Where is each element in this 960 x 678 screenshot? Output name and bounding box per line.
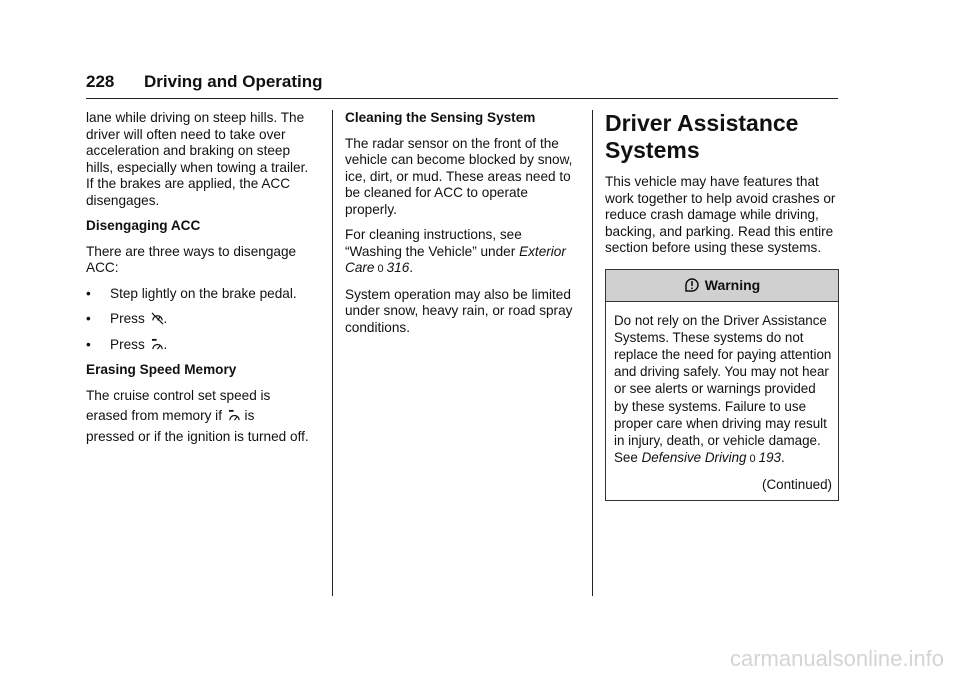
bullet-text: Press [110, 311, 145, 326]
page-ref-icon: 0 [377, 263, 384, 275]
page-header [86, 70, 838, 99]
subheading-erasing-speed-memory: Erasing Speed Memory [86, 362, 237, 377]
bullet-text: Press [110, 336, 145, 352]
subheading-cleaning: Cleaning the Sensing System [345, 110, 536, 125]
bullet-dot: • [86, 336, 91, 352]
paragraph: This vehicle may have features that work together to help avoid crashes or reduce crash damage while driving, backing, and parking. Read this entire section before using these systems. [605, 174, 836, 255]
column-divider [332, 110, 333, 596]
column-middle [345, 110, 579, 345]
column-divider [592, 110, 593, 596]
reference-page[interactable]: 193 [758, 450, 781, 466]
bullet-text: Step lightly on the brake pedal. [110, 285, 297, 301]
paragraph: lane while driving on steep hills. The driver will often need to take over acceleration and braking on steep hills, especially when towing a trailer. If the brakes are applied, the ACC disengages. [86, 110, 309, 208]
paragraph: pressed or if the ignition is turned off. [86, 428, 309, 444]
column-right [605, 110, 840, 501]
cruise-on-off-icon [228, 409, 241, 422]
reference-link[interactable]: Defensive Driving [641, 450, 747, 466]
subheading-disengaging-acc: Disengaging ACC [86, 218, 201, 233]
bullet-dot: • [86, 285, 91, 301]
cruise-cancel-icon [151, 312, 164, 325]
paragraph: System operation may also be limited under snow, heavy rain, or road spray conditions. [345, 286, 573, 335]
warning-title: Warning [704, 276, 761, 293]
paragraph-with-icon [86, 408, 318, 425]
cruise-on-off-icon [151, 338, 164, 351]
reference-link[interactable]: Exterior Care [345, 243, 566, 275]
column-left [86, 110, 318, 454]
warning-body [606, 302, 838, 500]
warning-box [605, 269, 839, 501]
warning-icon [684, 277, 700, 293]
warning-header [606, 270, 838, 302]
bullet-item [86, 337, 318, 354]
continued-label: (Continued) [762, 477, 832, 493]
warning-text: Do not rely on the Driver Assistance Systems. These systems do not replace the need for paying attention and driving safely. You may not hear or see alerts or warnings provided by these systems. Failure to use proper care when driving may result in injury, death, or vehicle damage. See [614, 312, 832, 466]
section-title: Driving and Operating [144, 72, 323, 91]
bullet-end: . [163, 311, 168, 326]
paragraph: The radar sensor on the front of the vehicle can become blocked by snow, ice, dirt, or mud. These areas need to be cleaned for ACC to operate properly. [345, 135, 573, 217]
bullet-dot: • [86, 311, 91, 326]
paragraph-text: erased from memory if [86, 408, 222, 423]
paragraph-text: is [244, 408, 255, 423]
paragraph: The cruise control set speed is [86, 387, 271, 403]
reference-page[interactable]: 316 [386, 260, 410, 275]
punctuation: . [409, 260, 414, 275]
paragraph-text: For cleaning instructions, see “Washing the Vehicle” under [345, 227, 522, 259]
bullet-end: . [163, 336, 168, 352]
page-number: 228 [86, 72, 115, 91]
page-ref-icon: 0 [749, 453, 756, 466]
section-heading: Driver Assistance Systems [605, 110, 799, 163]
bullet-item [86, 311, 318, 328]
paragraph: There are three ways to disengage ACC: [86, 243, 297, 275]
bullet-item [86, 286, 318, 303]
punctuation: . [780, 450, 785, 466]
watermark: carmanualsonline.info [729, 646, 944, 671]
paragraph-with-reference [345, 227, 579, 278]
